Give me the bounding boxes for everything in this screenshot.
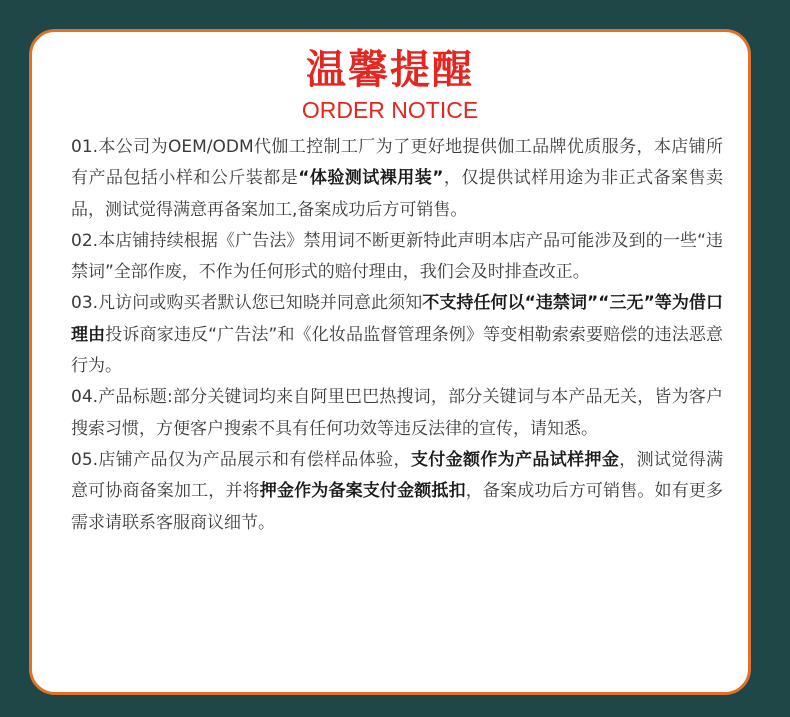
notice-card bbox=[29, 29, 751, 695]
notice-emphasis: “体验测试裸用装” bbox=[298, 168, 444, 189]
notice-text: ，仅提供试样用途为非正式备案售卖品，测试觉得满意再备案加工,备案成功后方可销售。 bbox=[71, 168, 724, 220]
notice-text: ，备案成功后方可销售。如有更多需求请联系客服商议细节。 bbox=[71, 481, 724, 533]
notice-item bbox=[71, 132, 723, 226]
notice-item bbox=[71, 382, 723, 445]
notice-item bbox=[71, 445, 723, 539]
notice-item bbox=[71, 288, 723, 382]
notice-text: 05.店铺产品仅为产品展示和有偿样品体验， bbox=[71, 449, 411, 470]
notice-text: 01.本公司为OEM/ODM代伽工控制工厂为了更好地提供伽工品牌优质服务，本店铺所有产品包括小样和公斤装都是 bbox=[71, 137, 723, 189]
notice-text: 03.凡访问或购买者默认您已知晓并同意此须知 bbox=[71, 293, 423, 314]
notice-title: 温馨提醒 bbox=[306, 47, 474, 93]
notice-body bbox=[71, 132, 723, 539]
notice-text: ，测试觉得满意可协商备案加工，并将 bbox=[71, 449, 724, 502]
notice-emphasis: 押金作为备案支付金额抵扣 bbox=[259, 481, 466, 502]
notice-emphasis: 支付金额作为产品试样押金 bbox=[410, 449, 620, 470]
notice-text: 投诉商家违反“广告法”和《化妆品监督管理条例》等变相勒索索要赔偿的违法恶意行为。 bbox=[71, 324, 724, 377]
notice-text: 04.产品标题:部分关键词均来自阿里巴巴热搜词，部分关键词与本产品无关，皆为客户搜索习惯，方便客户搜索不具有任何功效等违反法律的宣传，请知悉。 bbox=[71, 387, 723, 439]
notice-emphasis: 不支持任何以“违禁词”“三无”等为借口理由 bbox=[71, 293, 723, 345]
notice-item bbox=[71, 226, 723, 289]
notice-text: 02.本店铺持续根据《广告法》禁用词不断更新特此声明本店产品可能涉及到的一些“违禁词”全部作废，不作为任何形式的赔付理由，我们会及时排查改正。 bbox=[71, 230, 723, 283]
notice-subtitle: ORDER NOTICE bbox=[301, 97, 479, 123]
